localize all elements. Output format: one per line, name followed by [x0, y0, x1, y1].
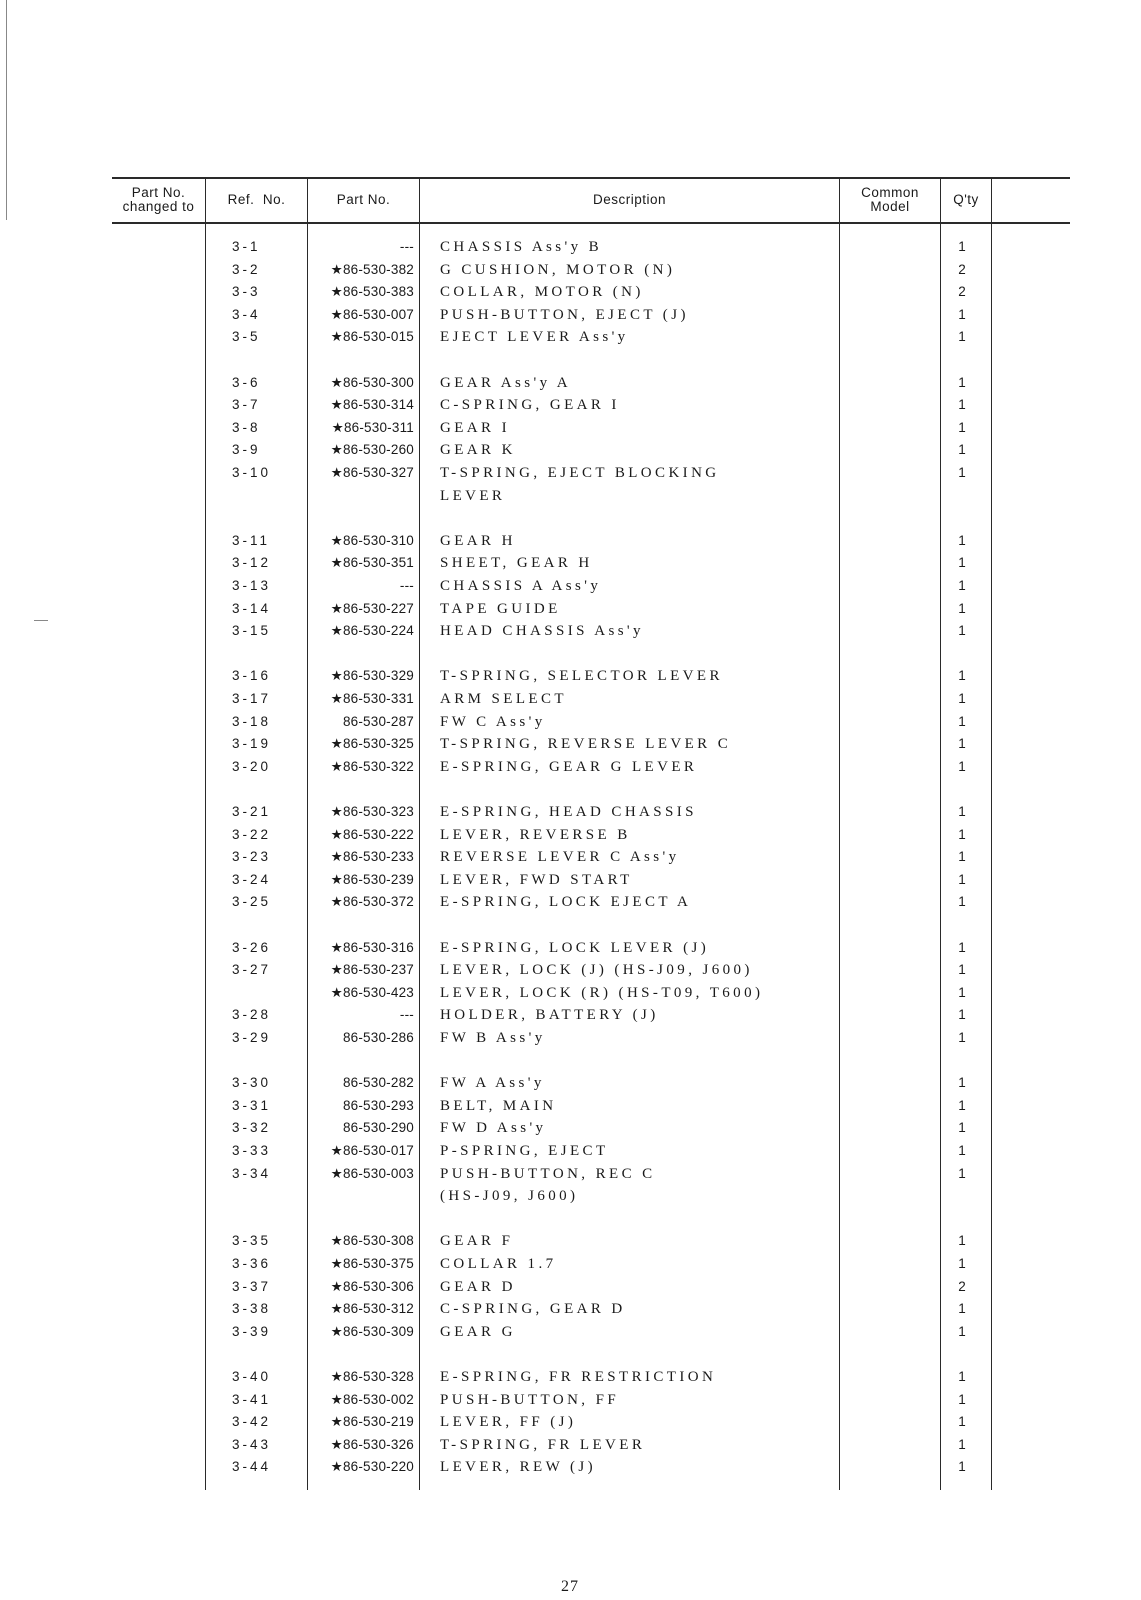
qty-cell: 1 [958, 1414, 966, 1429]
table-row [0, 665, 1141, 687]
ref-no-cell: 3-43 [232, 1437, 272, 1452]
description-cell: TAPE GUIDE [440, 601, 561, 617]
ref-no-cell: 3-18 [232, 714, 272, 729]
table-row [0, 1411, 1141, 1433]
table-row [0, 1095, 1141, 1117]
description-cell: LEVER, REW (J) [440, 1459, 597, 1475]
ref-no-cell: 3-4 [232, 307, 261, 322]
part-no-cell: ★86-530-331 [330, 691, 414, 706]
part-no-cell: ★86-530-260 [330, 442, 414, 457]
table-row [0, 1321, 1141, 1343]
ref-no-cell: 3-15 [232, 623, 272, 638]
ref-no-cell: 3-37 [232, 1279, 272, 1294]
description-cell: GEAR G [440, 1324, 516, 1340]
table-row [0, 869, 1141, 891]
ref-no-cell: 3-10 [232, 465, 272, 480]
part-no-cell: 86-530-286 [342, 1030, 414, 1045]
description-cell: PUSH-BUTTON, REC C [440, 1166, 656, 1182]
qty-cell: 1 [958, 1369, 966, 1384]
table-row [0, 281, 1141, 303]
qty-cell: 1 [958, 804, 966, 819]
qty-cell: 1 [958, 1301, 966, 1316]
ref-no-cell: 3-30 [232, 1075, 272, 1090]
table-row [0, 1456, 1141, 1478]
table-row [0, 959, 1141, 981]
qty-cell: 1 [958, 555, 966, 570]
description-cell: E-SPRING, LOCK EJECT A [440, 894, 692, 910]
part-no-cell: ★86-530-383 [330, 284, 414, 299]
part-no-cell: ★86-530-015 [330, 329, 414, 344]
ref-no-cell [232, 485, 292, 507]
ref-no-cell [232, 1185, 292, 1207]
description-cell: LEVER, LOCK (J) (HS-J09, J600) [440, 962, 753, 978]
table-row [0, 1117, 1141, 1139]
ref-no-cell: 3-6 [232, 375, 261, 390]
description-cell: C-SPRING, GEAR D [440, 1301, 626, 1317]
table-row [0, 711, 1141, 733]
header-common-model-line2: Model [870, 199, 910, 214]
table-row [0, 1230, 1141, 1252]
description-cell: E-SPRING, LOCK LEVER (J) [440, 940, 710, 956]
description-cell: PUSH-BUTTON, FF [440, 1392, 620, 1408]
part-no-cell: ★86-530-239 [330, 872, 414, 887]
qty-cell: 1 [958, 601, 966, 616]
description-cell: P-SPRING, EJECT [440, 1143, 609, 1159]
part-no-cell: ★86-530-237 [330, 962, 414, 977]
description-cell: T-SPRING, REVERSE LEVER C [440, 736, 732, 752]
ref-no-cell: 3-26 [232, 940, 272, 955]
description-cell: G CUSHION, MOTOR (N) [440, 262, 676, 278]
description-cell: GEAR F [440, 1233, 514, 1249]
ref-no-cell: 3-7 [232, 397, 261, 412]
qty-cell: 1 [958, 465, 966, 480]
part-no-cell: --- [399, 578, 414, 593]
qty-cell [950, 1185, 974, 1207]
table-row [0, 1434, 1141, 1456]
description-cell: T-SPRING, SELECTOR LEVER [440, 668, 723, 684]
description-cell: FW D Ass'y [440, 1120, 547, 1136]
part-no-cell: ★86-530-314 [330, 397, 414, 412]
description-cell: E-SPRING, HEAD CHASSIS [440, 804, 697, 820]
table-row [0, 824, 1141, 846]
description-cell: COLLAR, MOTOR (N) [440, 284, 644, 300]
description-cell: GEAR I [440, 420, 510, 436]
table-row [0, 1163, 1141, 1185]
ref-no-cell: 3-27 [232, 962, 272, 977]
table-row [0, 937, 1141, 959]
qty-cell: 1 [958, 1233, 966, 1248]
qty-cell: 2 [958, 1279, 966, 1294]
part-no-cell: ★86-530-309 [330, 1324, 414, 1339]
ref-no-cell: 3-5 [232, 329, 261, 344]
table-row [0, 236, 1141, 258]
table-row [0, 1253, 1141, 1275]
ref-no-cell: 3-35 [232, 1233, 272, 1248]
qty-cell: 1 [958, 827, 966, 842]
part-no-cell: ★86-530-326 [330, 1437, 414, 1452]
part-no-cell: ★86-530-328 [330, 1369, 414, 1384]
ref-no-cell: 3-41 [232, 1392, 272, 1407]
qty-cell: 1 [958, 872, 966, 887]
table-row [0, 982, 1141, 1004]
description-cell: HEAD CHASSIS Ass'y [440, 623, 644, 639]
ref-no-cell: 3-29 [232, 1030, 272, 1045]
description-cell: GEAR K [440, 442, 516, 458]
description-cell: T-SPRING, EJECT BLOCKING [440, 465, 720, 481]
description-cell: LEVER, REVERSE B [440, 827, 631, 843]
table-row [0, 1140, 1141, 1162]
ref-no-cell: 3-34 [232, 1166, 272, 1181]
ref-no-cell: 3-9 [232, 442, 261, 457]
description-cell: EJECT LEVER Ass'y [440, 329, 629, 345]
part-no-cell: ★86-530-219 [330, 1414, 414, 1429]
table-row [0, 1366, 1141, 1388]
part-no-cell: ★86-530-316 [330, 940, 414, 955]
header-qty: Q'ty [953, 192, 979, 207]
qty-cell: 1 [958, 759, 966, 774]
ref-no-cell: 3-20 [232, 759, 272, 774]
qty-cell: 1 [958, 736, 966, 751]
ref-no-cell: 3-11 [232, 533, 271, 548]
qty-cell: 1 [958, 329, 966, 344]
qty-cell: 1 [958, 1143, 966, 1158]
qty-cell: 1 [958, 1392, 966, 1407]
table-row [0, 1298, 1141, 1320]
description-cell: SHEET, GEAR H [440, 555, 593, 571]
ref-no-cell: 3-32 [232, 1120, 272, 1135]
table-row [0, 733, 1141, 755]
part-no-cell: ★86-530-372 [330, 894, 414, 909]
ref-no-cell: 3-25 [232, 894, 272, 909]
description-cell: REVERSE LEVER C Ass'y [440, 849, 680, 865]
description-cell: LEVER [440, 488, 506, 504]
qty-cell: 1 [958, 940, 966, 955]
ref-no-cell: 3-38 [232, 1301, 272, 1316]
part-no-cell [310, 485, 414, 507]
qty-cell: 1 [958, 623, 966, 638]
ref-no-cell: 3-17 [232, 691, 272, 706]
header-description: Description [592, 192, 667, 207]
table-row [0, 462, 1141, 484]
qty-cell: 2 [958, 284, 966, 299]
table-row [0, 259, 1141, 281]
header-changed-to-line1: Part No. [131, 185, 186, 200]
description-cell: T-SPRING, FR LEVER [440, 1437, 646, 1453]
qty-cell: 1 [958, 1120, 966, 1135]
qty-cell: 1 [958, 1459, 966, 1474]
qty-cell: 1 [958, 962, 966, 977]
qty-cell: 1 [958, 1075, 966, 1090]
table-row [0, 891, 1141, 913]
ref-no-cell: 3-19 [232, 736, 272, 751]
qty-cell [950, 485, 974, 507]
qty-cell: 1 [958, 578, 966, 593]
qty-cell: 1 [958, 420, 966, 435]
part-no-cell: ★86-530-227 [330, 601, 414, 616]
table-row [0, 326, 1141, 348]
part-no-cell: ★86-530-003 [330, 1166, 414, 1181]
qty-cell: 1 [958, 668, 966, 683]
description-cell: E-SPRING, GEAR G LEVER [440, 759, 698, 775]
part-no-cell: ★86-530-322 [330, 759, 414, 774]
qty-cell: 1 [958, 307, 966, 322]
ref-no-cell: 3-8 [232, 420, 261, 435]
description-cell: C-SPRING, GEAR I [440, 397, 620, 413]
table-row [0, 304, 1141, 326]
part-no-cell: ★86-530-017 [330, 1143, 414, 1158]
table-row [0, 1185, 1141, 1207]
qty-cell: 1 [958, 1324, 966, 1339]
part-no-cell: ★86-530-325 [330, 736, 414, 751]
ref-no-cell: 3-1 [232, 239, 261, 254]
page-number: 27 [561, 1578, 579, 1595]
qty-cell: 1 [958, 397, 966, 412]
ref-no-cell: 3-16 [232, 668, 272, 683]
ref-no-cell: 3-42 [232, 1414, 272, 1429]
part-no-cell: ★86-530-002 [330, 1392, 414, 1407]
description-cell: (HS-J09, J600) [440, 1188, 579, 1204]
description-cell: CHASSIS A Ass'y [440, 578, 602, 594]
table-row [0, 846, 1141, 868]
part-no-cell: ★86-530-007 [330, 307, 414, 322]
qty-cell: 1 [958, 239, 966, 254]
qty-cell: 1 [958, 985, 966, 1000]
description-cell: BELT, MAIN [440, 1098, 557, 1114]
qty-cell: 1 [958, 375, 966, 390]
table-header-rule [112, 222, 1070, 224]
ref-no-cell: 3-24 [232, 872, 272, 887]
header-common-model [840, 178, 940, 222]
part-no-cell: ★86-530-423 [330, 985, 414, 1000]
table-row [0, 485, 1141, 507]
table-row [0, 417, 1141, 439]
header-part-no-changed-to [112, 178, 205, 222]
header-common-model-line1: Common [861, 185, 919, 200]
table-row [0, 620, 1141, 642]
part-no-cell: ★86-530-222 [330, 827, 414, 842]
table-row [0, 394, 1141, 416]
ref-no-cell: 3-14 [232, 601, 272, 616]
table-row [0, 530, 1141, 552]
qty-cell: 1 [958, 1030, 966, 1045]
qty-cell: 1 [958, 849, 966, 864]
ref-no-cell: 3-33 [232, 1143, 272, 1158]
qty-cell: 1 [958, 442, 966, 457]
ref-no-cell: 3-39 [232, 1324, 272, 1339]
header-ref-no: Ref. No. [227, 192, 286, 207]
description-cell: LEVER, FWD START [440, 872, 633, 888]
table-row [0, 1027, 1141, 1049]
description-cell: PUSH-BUTTON, EJECT (J) [440, 307, 689, 323]
ref-no-cell: 3-44 [232, 1459, 272, 1474]
ref-no-cell: 3-2 [232, 262, 261, 277]
part-no-cell [310, 1185, 414, 1207]
table-row [0, 1072, 1141, 1094]
part-no-cell: --- [399, 1007, 414, 1022]
table-row [0, 1389, 1141, 1411]
table-row [0, 688, 1141, 710]
description-cell: FW C Ass'y [440, 714, 546, 730]
part-no-cell: ★86-530-306 [330, 1279, 414, 1294]
part-no-cell: ★86-530-220 [330, 1459, 414, 1474]
qty-cell: 1 [958, 533, 966, 548]
qty-cell: 1 [958, 1098, 966, 1113]
description-cell: ARM SELECT [440, 691, 567, 707]
description-cell: HOLDER, BATTERY (J) [440, 1007, 659, 1023]
qty-cell: 1 [958, 1007, 966, 1022]
description-cell: FW B Ass'y [440, 1030, 546, 1046]
ref-no-cell: 3-13 [232, 578, 272, 593]
table-row [0, 439, 1141, 461]
part-no-cell: 86-530-293 [342, 1098, 414, 1113]
qty-cell: 1 [958, 691, 966, 706]
part-no-cell: ★86-530-312 [330, 1301, 414, 1316]
part-no-cell: ★86-530-311 [331, 420, 414, 435]
part-no-cell: ★86-530-375 [330, 1256, 414, 1271]
ref-no-cell: 3-12 [232, 555, 272, 570]
table-row [0, 575, 1141, 597]
qty-cell: 1 [958, 1256, 966, 1271]
header-changed-to-line2: changed to [122, 199, 195, 214]
table-row [0, 1004, 1141, 1026]
ref-no-cell: 3-36 [232, 1256, 272, 1271]
ref-no-cell: 3-22 [232, 827, 272, 842]
part-no-cell: 86-530-290 [342, 1120, 414, 1135]
qty-cell: 2 [958, 262, 966, 277]
table-row [0, 372, 1141, 394]
description-cell: FW A Ass'y [440, 1075, 545, 1091]
qty-cell: 1 [958, 714, 966, 729]
ref-no-cell: 3-23 [232, 849, 272, 864]
description-cell: GEAR Ass'y A [440, 375, 572, 391]
part-no-cell: ★86-530-323 [330, 804, 414, 819]
qty-cell: 1 [958, 1166, 966, 1181]
table-row [0, 598, 1141, 620]
ref-no-cell: 3-28 [232, 1007, 272, 1022]
part-no-cell: ★86-530-224 [330, 623, 414, 638]
part-no-cell: --- [399, 239, 414, 254]
part-no-cell: 86-530-287 [342, 714, 414, 729]
part-no-cell: ★86-530-329 [330, 668, 414, 683]
ref-no-cell: 3-3 [232, 284, 261, 299]
description-cell: E-SPRING, FR RESTRICTION [440, 1369, 717, 1385]
description-cell: GEAR D [440, 1279, 516, 1295]
description-cell: LEVER, LOCK (R) (HS-T09, T600) [440, 985, 764, 1001]
qty-cell: 1 [958, 1437, 966, 1452]
part-no-cell: ★86-530-382 [330, 262, 414, 277]
part-no-cell: ★86-530-233 [330, 849, 414, 864]
description-cell: COLLAR 1.7 [440, 1256, 557, 1272]
part-no-cell: 86-530-282 [342, 1075, 414, 1090]
ref-no-cell: 3-21 [232, 804, 272, 819]
header-part-no: Part No. [336, 192, 391, 207]
qty-cell: 1 [958, 894, 966, 909]
part-no-cell: ★86-530-310 [330, 533, 414, 548]
ref-no-cell [232, 982, 292, 1004]
table-row [0, 756, 1141, 778]
table-row [0, 1276, 1141, 1298]
description-cell: CHASSIS Ass'y B [440, 239, 603, 255]
description-cell: GEAR H [440, 533, 516, 549]
part-no-cell: ★86-530-300 [330, 375, 414, 390]
scan-edge-line [6, 0, 7, 220]
table-row [0, 801, 1141, 823]
part-no-cell: ★86-530-308 [330, 1233, 414, 1248]
part-no-cell: ★86-530-351 [330, 555, 414, 570]
description-cell: LEVER, FF (J) [440, 1414, 577, 1430]
part-no-cell: ★86-530-327 [330, 465, 414, 480]
ref-no-cell: 3-31 [232, 1098, 272, 1113]
ref-no-cell: 3-40 [232, 1369, 272, 1384]
table-row [0, 552, 1141, 574]
